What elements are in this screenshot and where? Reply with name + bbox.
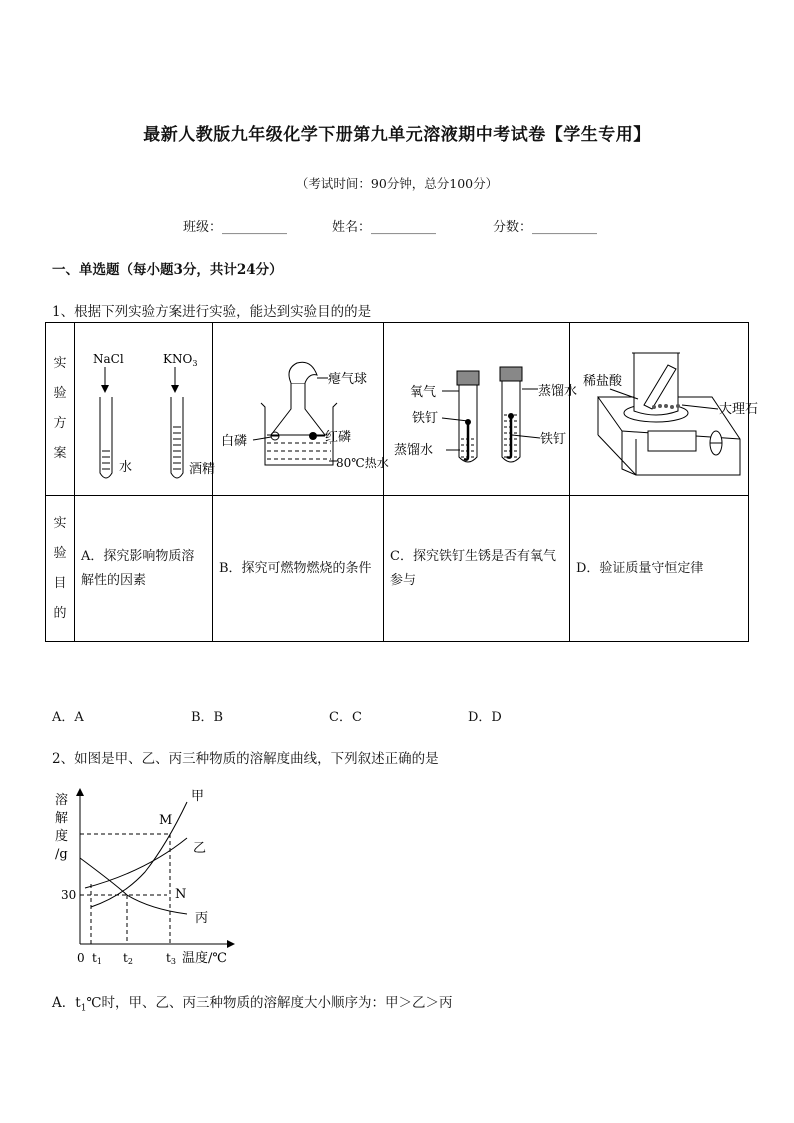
score-field[interactable]: 分数：__________ [493, 220, 598, 235]
q1-option-a[interactable]: A．A [52, 710, 84, 725]
svg-text:/g: /g [55, 847, 68, 862]
svg-text:溶: 溶 [55, 793, 69, 808]
q1-option-b[interactable]: B．B [191, 710, 224, 725]
label-hydrochloric-acid: 稀盐酸 [583, 374, 623, 389]
section-heading: 一、单选题（每小题3分，共计24分） [52, 262, 283, 278]
curve-label-jia: 甲 [191, 789, 205, 804]
figure-a [75, 323, 216, 496]
name-field[interactable]: 姓名：__________ [332, 220, 437, 235]
paper-title: 最新人教版九年级化学下册第九单元溶液期中考试卷【学生专用】 [143, 125, 651, 145]
label-white-p: 白磷 [221, 434, 248, 449]
q1-option-c[interactable]: C．C [329, 710, 362, 725]
svg-text:度: 度 [55, 829, 69, 844]
purpose-c: C．探究铁钉生锈是否有氧气参与 [384, 496, 570, 642]
purpose-a: A．探究影响物质溶解性的因素 [75, 496, 213, 642]
figure-d [570, 323, 759, 496]
point-m: M [159, 813, 173, 828]
question-1-stem: 1、根据下列实验方案进行实验，能达到实验目的的是 [52, 304, 372, 320]
label-nacl: NaCl [93, 352, 124, 366]
class-field[interactable]: 班级：__________ [183, 220, 288, 235]
curve-label-bing: 丙 [195, 911, 209, 926]
label-kno3: $KNO_3$ [163, 352, 198, 368]
point-n: N [175, 887, 187, 902]
label-oxygen: 氧气 [410, 385, 437, 400]
svg-text:t3: t3 [166, 951, 176, 966]
row-head-scheme: 实 验 方 案 [46, 323, 75, 496]
label-water: 水 [119, 460, 133, 475]
label-distilled-water-1: 蒸馏水 [394, 443, 434, 458]
exam-info: （考试时间：90分钟，总分100分） [295, 176, 499, 191]
label-red-p: 红磷 [325, 430, 352, 445]
label-balloon: 瘪气球 [328, 372, 368, 387]
curve-label-yi: 乙 [193, 841, 207, 856]
purpose-b: B．探究可燃物燃烧的条件 [213, 496, 384, 642]
svg-text:t1: t1 [92, 951, 102, 966]
svg-text:解: 解 [55, 811, 69, 826]
label-nail-2: 铁钉 [540, 432, 567, 447]
label-nail-1: 铁钉 [412, 411, 439, 426]
figure-c [384, 323, 578, 496]
label-hot-water: 80℃热水 [336, 456, 389, 470]
solubility-graph [45, 784, 245, 974]
y-tick-30: 30 [61, 888, 77, 902]
x-axis-label: 温度/℃ [182, 951, 227, 966]
figure-b [213, 323, 389, 496]
question-2-stem: 2、如图是甲、乙、丙三种物质的溶解度曲线，下列叙述正确的是 [52, 751, 439, 767]
svg-text:0: 0 [77, 951, 85, 965]
purpose-d: D．验证质量守恒定律 [570, 496, 749, 642]
experiment-table [45, 322, 759, 642]
q2-option-a[interactable]: A．$t_1℃$时，甲、乙、丙三种物质的溶解度大小顺序为：甲＞乙＞丙 [52, 995, 453, 1014]
q1-option-d[interactable]: D．D [468, 710, 502, 725]
svg-text:t2: t2 [123, 951, 133, 966]
label-marble: 大理石 [719, 402, 759, 417]
row-head-purpose: 实 验 目 的 [46, 496, 75, 642]
label-alcohol: 酒精 [189, 462, 216, 477]
label-distilled-water-2: 蒸馏水 [538, 384, 578, 399]
